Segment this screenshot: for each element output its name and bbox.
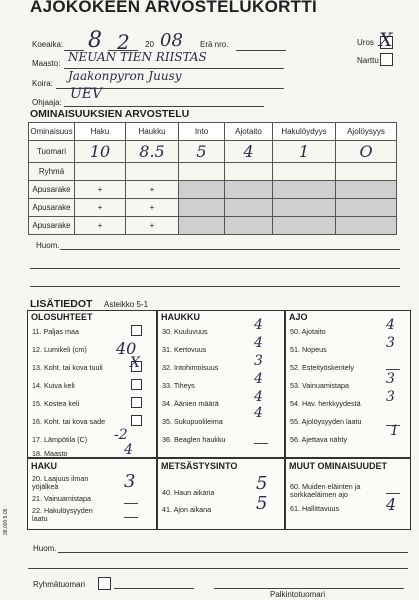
score-cell[interactable] (126, 163, 179, 181)
other-item: 61. Hallittavuus (290, 504, 340, 513)
judge-label: Ohjaaja: (32, 98, 62, 107)
bark-value: 4 (254, 405, 263, 421)
plus-cell: + (126, 217, 179, 235)
extra-remarks-label: Huom. (33, 544, 57, 553)
search-item: 22. Hakulöysyyden laatu (32, 506, 93, 523)
score-cell[interactable] (273, 163, 336, 181)
bark-value: 4 (254, 389, 263, 405)
score-cell[interactable]: 10 (75, 141, 126, 163)
props-remarks-label: Huom. (36, 241, 60, 250)
date-month: 2 (117, 30, 130, 54)
score-cell[interactable] (179, 163, 225, 181)
date-day: 8 (88, 28, 102, 53)
drive-item: 56. Ajettava nähty (290, 435, 348, 444)
condition-item: 11. Paljas maa (32, 327, 80, 336)
place-value: NEUAN TIEN RIISTAS (68, 50, 207, 64)
drive-panel (285, 310, 411, 458)
drive-value: 3 (386, 389, 395, 405)
condition-item: 17. Lämpötila (C) (32, 435, 88, 444)
bark-item: 30. Kuuluvuus (162, 327, 208, 336)
row-label: Apusarake (29, 181, 75, 199)
conditions-panel (27, 310, 157, 458)
condition-item: 14. Kuiva keli (32, 381, 75, 390)
extra-heading: LISÄTIEDOT (30, 298, 93, 310)
hunting-title: METSÄSTYSINTO (161, 461, 238, 471)
condition-checkbox[interactable] (131, 379, 142, 390)
bark-title: HAUKKU (161, 312, 200, 322)
plus-cell: + (126, 199, 179, 217)
condition-checkbox[interactable] (131, 397, 142, 408)
drive-title: AJO (289, 312, 308, 322)
form-code: 38.000 5.05 (3, 508, 9, 535)
row-label: Tuomari (29, 141, 75, 163)
score-cell[interactable]: O (336, 141, 397, 163)
search-title: HAKU (31, 461, 57, 471)
score-cell[interactable]: 8.5 (126, 141, 179, 163)
drive-item: 53. Vainuamistapa (290, 381, 350, 390)
bark-value: 4 (254, 371, 263, 387)
drive-value: 4 (386, 317, 395, 333)
date-year: 08 (160, 30, 183, 51)
row-label: Apusarake (29, 217, 75, 235)
other-panel (285, 458, 411, 530)
hunting-item: 40. Haun aikana (162, 488, 215, 497)
drive-item: 50. Ajotaito (290, 327, 326, 336)
col-header: Hakulöydyys (273, 123, 336, 141)
drive-item: 51. Nopeus (290, 345, 327, 354)
condition-item: 12. Lumikeli (cm) (32, 345, 87, 354)
judge-value: UEV (70, 86, 103, 102)
terrain-value: 4 (124, 442, 133, 458)
props-table (28, 122, 397, 235)
score-cell[interactable] (75, 163, 126, 181)
plus-cell: + (75, 217, 126, 235)
score-cell[interactable]: 5 (179, 141, 225, 163)
col-header: Ajotaito (225, 123, 273, 141)
condition-checkbox[interactable] (131, 325, 142, 336)
plus-cell: + (126, 181, 179, 199)
other-value: 4 (386, 495, 397, 514)
hunting-value: 5 (256, 473, 268, 494)
bark-item: 33. Tiheys (162, 381, 195, 390)
drive-value: 3 (386, 371, 395, 387)
bark-value: 4 (254, 317, 263, 333)
conditions-title: OLOSUHTEET (31, 312, 93, 322)
group-judge-box[interactable] (98, 577, 111, 590)
col-header: Ajolöysyys (336, 123, 397, 141)
snow-value: 40 (116, 339, 137, 358)
row-label: Apusarake (29, 199, 75, 217)
male-checkbox[interactable] (380, 53, 393, 66)
year-prefix: 20 (145, 40, 154, 49)
plus-cell: + (75, 181, 126, 199)
bark-panel (157, 310, 285, 458)
other-item: 60. Muiden eläinten ja sorkkaeläimen ajo (290, 482, 361, 499)
female-mark: X (379, 29, 393, 51)
props-heading: OMINAISUUKSIEN ARVOSTELU (30, 108, 190, 120)
era-label: Erä nro. (200, 40, 229, 49)
score-cell[interactable]: 4 (225, 141, 273, 163)
other-title: MUUT OMINAISUUDET (289, 461, 387, 471)
place-label: Maasto: (32, 59, 61, 68)
bark-value: 4 (254, 335, 263, 351)
condition-item: 16. Koht. tai kova sade (32, 417, 106, 426)
score-cell[interactable] (225, 163, 273, 181)
col-header: Into (179, 123, 225, 141)
search-value: 3 (124, 471, 136, 492)
condition-item: 15. Kostea keli (32, 399, 80, 408)
search-panel (27, 458, 157, 530)
score-cell[interactable] (336, 163, 397, 181)
hunting-item: 41. Ajon aikana (162, 505, 212, 514)
condition-item: 13. Koht. tai kova tuuli (32, 363, 103, 372)
search-item: 21. Vainuamistapa (32, 494, 92, 503)
drive-value: 1 (390, 423, 399, 439)
extra-scale: Asteikko 5-1 (104, 300, 149, 309)
col-header: Ominaisuus (29, 123, 75, 141)
bark-item: 32. Intohimoisuus (162, 363, 219, 372)
plus-cell: + (75, 199, 126, 217)
female-label: Uros (357, 38, 374, 47)
drive-item: 54. Hav. herkkyydestä (290, 399, 361, 408)
row-label: Ryhmä (29, 163, 75, 181)
bark-item: 31. Kertovuus (162, 345, 207, 354)
bark-item: 36. Beaglen haukku (162, 435, 226, 444)
date-label: Koeaika: (32, 40, 64, 49)
bark-item: 34. Äänien määrä (162, 399, 219, 408)
drive-value: 3 (386, 335, 395, 351)
condition-checkbox[interactable] (131, 415, 142, 426)
form-title: AJOKOKEEN ARVOSTELUKORTTI (30, 0, 318, 16)
bark-item: 35. Sukupuolileima (162, 417, 223, 426)
drive-item: 55. Ajolöysyyden laatu (290, 417, 362, 426)
search-item: 20. Laajuus ilman yöjälkeä (32, 474, 89, 491)
hunting-panel (157, 458, 285, 530)
hunting-value: 5 (256, 493, 268, 514)
dog-value: Jaakonpyron Juusy (68, 69, 182, 83)
group-judge-label: Ryhmätuomari (33, 580, 86, 589)
score-cell[interactable]: 1 (273, 141, 336, 163)
dog-label: Koira: (32, 79, 53, 88)
male-label: Narttu (357, 56, 379, 65)
bark-value: 3 (254, 353, 263, 369)
drive-item: 52. Esteityöskentely (290, 363, 354, 372)
col-header: Haukku (126, 123, 179, 141)
head-judge-label: Palkintotuomari (270, 590, 326, 599)
wind-mark: X (130, 355, 140, 371)
col-header: Haku (75, 123, 126, 141)
condition-item: 18. Maasto (32, 449, 68, 458)
temp-value: -2 (114, 427, 128, 443)
